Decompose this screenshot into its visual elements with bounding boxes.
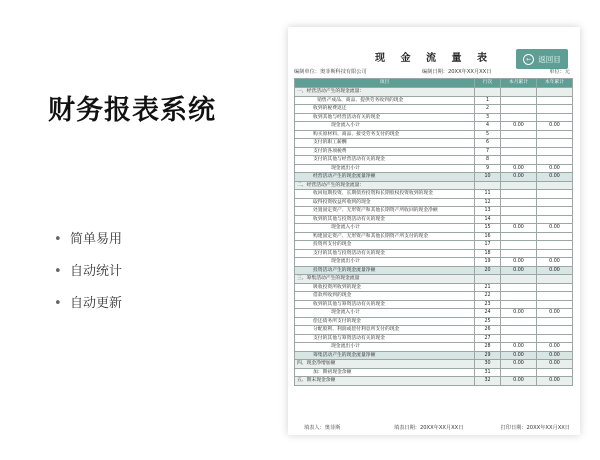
table-row [295,113,573,122]
month-total [501,156,537,165]
row-number: 5 [475,130,501,139]
month-total [501,368,537,377]
row-number: 19 [475,258,501,267]
row-item: 一、经营活动产生的现金流量： [295,88,475,97]
feature-label: 自动统计 [70,264,123,279]
row-number: 32 [475,377,501,386]
row-item: 借款所收到的现金 [295,292,475,301]
row-number: 27 [475,334,501,343]
month-total [501,105,537,114]
year-total [537,241,573,250]
row-number: 18 [475,249,501,258]
month-total [501,249,537,258]
header-year-total: 本年累计 [537,79,573,88]
month-total [501,317,537,326]
month-total: 0.00 [501,377,537,386]
month-total [501,207,537,216]
row-item: 支付的其他与筹资活动有关的现金 [295,334,475,343]
year-total [537,215,573,224]
table-row [295,343,573,352]
row-number: 17 [475,241,501,250]
table-row [295,88,573,97]
row-item: 支付的职工薪酬 [295,139,475,148]
month-total: 0.00 [501,266,537,275]
row-item: 筹集活动产生的现金流量净额 [295,351,475,360]
month-total: 0.00 [501,258,537,267]
row-item: 现金流出小计 [295,343,475,352]
table-row [295,96,573,105]
year-total: 0.00 [537,224,573,233]
row-number: 15 [475,224,501,233]
table-row [295,309,573,318]
header-item: 项目 [295,79,475,88]
year-total: 0.00 [537,173,573,182]
row-item: 购买原材料、商品、接受劳务支付的现金 [295,130,475,139]
row-item: 现金流入小计 [295,122,475,131]
row-number: 26 [475,326,501,335]
header-row-no: 行次 [475,79,501,88]
row-item: 收到的其他与投资活动有关的现金 [295,215,475,224]
row-item: 收到的税费返还 [295,105,475,114]
row-item: 支付的其他与经营活动有关的现金 [295,156,475,165]
month-total [501,283,537,292]
row-number: 22 [475,292,501,301]
row-number: 6 [475,139,501,148]
table-row [295,190,573,199]
row-item: 偿还债务所支付的现金 [295,317,475,326]
row-number [475,181,501,190]
left-title: 财务报表系统 [48,95,216,126]
feature-item [54,230,123,262]
table-row [295,275,573,284]
year-total: 0.00 [537,122,573,131]
date-label: 编制日期：20XX年XX月XX日 [422,69,492,75]
fill-date-label: 填表日期：20XX年XX月XX日 [394,425,464,431]
row-number: 16 [475,232,501,241]
table-row [295,326,573,335]
month-total: 0.00 [501,122,537,131]
bullet-icon: • [54,296,62,311]
row-number: 23 [475,300,501,309]
row-number: 21 [475,283,501,292]
year-total [537,147,573,156]
feature-label: 自动更新 [70,296,123,311]
year-total: 0.00 [537,343,573,352]
year-total [537,139,573,148]
year-total: 0.00 [537,164,573,173]
year-total [537,283,573,292]
row-number: 9 [475,164,501,173]
table-row [295,334,573,343]
row-item: 现金流出小计 [295,258,475,267]
year-total: 0.00 [537,360,573,369]
month-total: 0.00 [501,343,537,352]
table-row [295,147,573,156]
month-total: 0.00 [501,360,537,369]
year-total [537,113,573,122]
year-total [537,326,573,335]
table-row [295,139,573,148]
bullet-icon: • [54,232,62,247]
row-item: 投资活动产生的现金流量净额 [295,266,475,275]
month-total [501,147,537,156]
row-number [475,275,501,284]
row-item: 销售产成品、商品、提供劳务收到的现金 [295,96,475,105]
row-number: 3 [475,113,501,122]
row-item: 处置固定资产、无形资产和其他长期资产所收回的现金净额 [295,207,475,216]
year-total: 0.00 [537,377,573,386]
table-row [295,173,573,182]
feature-item [54,262,123,294]
row-number: 4 [475,122,501,131]
year-total [537,181,573,190]
month-total [501,326,537,335]
row-number: 2 [475,105,501,114]
row-item: 收回短期投资、长期债券投资和长期股权投资收到的现金 [295,190,475,199]
row-item: 四、现金净增加额 [295,360,475,369]
year-total: 0.00 [537,351,573,360]
table-row [295,130,573,139]
year-total [537,156,573,165]
month-total: 0.00 [501,309,537,318]
row-number: 10 [475,173,501,182]
header-month-total: 本月累计 [501,79,537,88]
back-button-label: 返回目 [538,54,561,64]
row-item: 现金流入小计 [295,224,475,233]
row-item: 分配股利、利润或偿付利息所支付的现金 [295,326,475,335]
month-total: 0.00 [501,164,537,173]
unit-label: 单位：元 [549,69,570,75]
table-row [295,198,573,207]
table-row [295,368,573,377]
row-item: 收到的其他与筹资活动有关的现金 [295,300,475,309]
year-total [537,292,573,301]
row-number: 8 [475,156,501,165]
table-row [295,258,573,267]
row-item: 经营活动产生的现金流量净额 [295,173,475,182]
row-number: 30 [475,360,501,369]
row-item: 加：期初现金余额 [295,368,475,377]
month-total [501,292,537,301]
year-total: 0.00 [537,309,573,318]
row-number: 7 [475,147,501,156]
row-number: 31 [475,368,501,377]
row-number: 13 [475,207,501,216]
row-number: 20 [475,266,501,275]
year-total [537,198,573,207]
bullet-icon: • [54,264,62,279]
month-total [501,334,537,343]
feature-label: 简单易用 [70,232,123,247]
row-number: 12 [475,198,501,207]
month-total [501,96,537,105]
month-total: 0.00 [501,173,537,182]
row-item: 三、筹集活动产生的现金流量 [295,275,475,284]
cash-flow-table [294,78,573,386]
row-item: 收到其他与经营活动有关的现金 [295,113,475,122]
month-total [501,88,537,97]
table-row [295,292,573,301]
table-row [295,181,573,190]
month-total: 0.00 [501,351,537,360]
year-total: 0.00 [537,266,573,275]
year-total [537,207,573,216]
row-item: 现金流出小计 [295,164,475,173]
year-total [537,190,573,199]
year-total: 0.00 [537,258,573,267]
row-number: 24 [475,309,501,318]
table-header-row [295,79,573,88]
table-row [295,122,573,131]
row-item: 吸收投资所收到的现金 [295,283,475,292]
row-number [475,88,501,97]
feature-item [54,294,123,326]
table-row [295,351,573,360]
sheet-info [294,68,572,78]
row-number: 14 [475,215,501,224]
print-date-label: 打印日期：20XX年XX月XX日 [500,425,570,431]
row-item: 二、经营活动产生的现金流量： [295,181,475,190]
month-total [501,130,537,139]
back-button[interactable] [516,49,568,69]
row-item: 取得投资收益所收到的现金 [295,198,475,207]
table-row [295,377,573,386]
row-item: 支付的其他与投资活动有关的现金 [295,249,475,258]
table-row [295,224,573,233]
month-total [501,139,537,148]
row-item: 投资所支付的现金 [295,241,475,250]
row-number: 11 [475,190,501,199]
year-total [537,232,573,241]
table-row [295,207,573,216]
year-total [537,130,573,139]
table-row [295,249,573,258]
year-total [537,334,573,343]
month-total: 0.00 [501,224,537,233]
row-number: 25 [475,317,501,326]
month-total [501,181,537,190]
table-row [295,105,573,114]
row-item: 五、期末现金余额 [295,377,475,386]
table-row [295,241,573,250]
row-number: 29 [475,351,501,360]
table-row [295,317,573,326]
year-total [537,249,573,258]
company-label: 编制单位：奥菲斯科技有限公司 [294,69,367,75]
month-total [501,113,537,122]
year-total [537,368,573,377]
table-row [295,266,573,275]
year-total [537,300,573,309]
row-item: 支付的各项税费 [295,147,475,156]
month-total [501,275,537,284]
table-row [295,156,573,165]
cash-flow-sheet [288,27,580,435]
year-total [537,105,573,114]
table-row [295,360,573,369]
sheet-title: 现 金 流 量 表 [375,53,493,64]
preparer-label: 填表人：奥菲斯 [304,425,341,431]
row-item: 购建固定资产、无形资产和其他长期资产所支付的现金 [295,232,475,241]
sheet-footer [294,424,572,434]
table-row [295,283,573,292]
month-total [501,241,537,250]
month-total [501,232,537,241]
month-total [501,198,537,207]
row-number: 1 [475,96,501,105]
month-total [501,300,537,309]
table-row [295,232,573,241]
table-row [295,164,573,173]
table-row [295,215,573,224]
row-number: 28 [475,343,501,352]
feature-list [54,230,123,326]
row-item: 现金流入小计 [295,309,475,318]
month-total [501,190,537,199]
back-arrow-icon: ← [523,54,534,65]
year-total [537,96,573,105]
year-total [537,275,573,284]
month-total [501,215,537,224]
year-total [537,88,573,97]
year-total [537,317,573,326]
table-row [295,300,573,309]
